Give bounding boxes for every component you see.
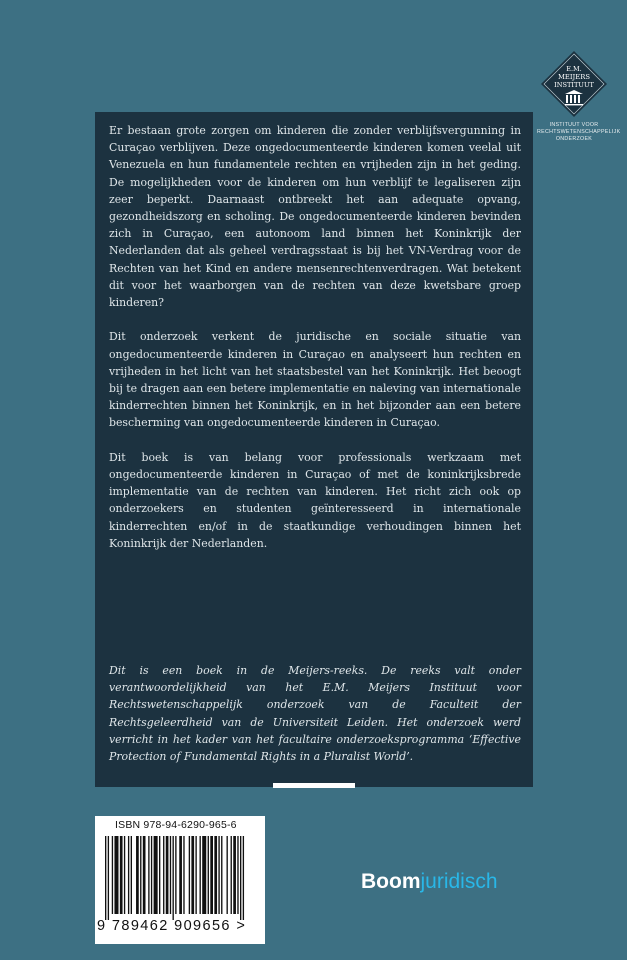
publisher-name-part1: Boom — [361, 870, 421, 893]
blurb-paragraph-1: Er bestaan grote zorgen om kinderen die zonder verblijfsvergunning in Curaçao verblijven. Deze ongedocumenteerde kinderen komen veelal uit Venezuela en hun fundamentele rechten en vrijheden zijn in het geding. De mogelijkheden voor de kinderen om hun verblijf te legaliseren zijn zeer beperkt. Daarnaast ontbreekt het aan adequate opvang, gezondheidszorg en scholing. De ongedocumenteerde kinderen bevinden zich in Curaçao, een autonoom land binnen het Koninkrijk der Nederlanden dat als geheel verdragsstaat is bij het VN-Verdrag voor de Rechten van het Kind en andere mensenrechtenverdragen. Wat betekent dit voor het waarborgen van de rechten van deze kwetsbare groep kinderen? — [109, 124, 521, 310]
publisher-name-part2: juridisch — [420, 870, 498, 893]
barcode-bar — [183, 836, 184, 914]
barcode-bar — [243, 836, 244, 920]
series-note: Dit is een boek in de Meijers-reeks. De reeks valt onder verantwoordelijkheid van het E.M. Meijers Instituut voor Rechtswetenschappelijk onderzoek van de Faculteit der Rechtsgeleerdheid van de Universiteit Leiden. Het onderzoek werd verricht in het kader van het facultaire onderzoeksprogramma ‘Effective Protection of Fundamental Rights in a Pluralist World’. — [109, 664, 521, 764]
barcode-bar — [202, 836, 206, 914]
barcode-bar — [237, 836, 238, 914]
barcode-bar — [120, 836, 123, 914]
barcode-bar — [136, 836, 139, 914]
barcode-bar — [200, 836, 201, 914]
barcode-bar — [210, 836, 213, 914]
barcode-bar — [179, 836, 182, 914]
barcode-bar — [105, 836, 106, 920]
barcode-bar — [170, 836, 171, 914]
barcode-bar — [214, 836, 217, 914]
blurb-paragraph-3: Dit boek is van belang voor professionals werkzaam met ongedocumenteerde kinderen in Curaçao of met de koninkrijksbrede implementatie van de rechten van kinderen. Het richt zich ook op onderzoekers en studenten geïnteresseerd in internationale kinderrechten en/of in de staatkundige verhoudingen binnen het Koninkrijk der Nederlanden. — [109, 450, 521, 550]
barcode-bar — [151, 836, 152, 914]
barcode-bar — [218, 836, 219, 914]
barcode-bar — [124, 836, 125, 914]
barcode-bar — [114, 836, 118, 914]
barcode-bar — [173, 836, 174, 920]
barcode-bar — [208, 836, 209, 914]
barcode-bar — [159, 836, 160, 914]
barcode-bar — [140, 836, 141, 914]
blurb-paragraph-2: Dit onderzoek verkent de juridische en sociale situatie van ongedocumenteerde kinderen in Curaçao en analyseert hun rechten en vrijheden in het licht van het staatsbestel van het Koninkrijk. Het beoogt bij te dragen aan een betere implementatie en naleving van internationale kinderrechten binnen het Koninkrijk, en in het bijzonder aan een betere bescherming van ongedocumenteerde kinderen in Curaçao. — [109, 330, 521, 430]
logo-line1: E.M. — [566, 65, 582, 73]
barcode-bar — [166, 836, 169, 914]
barcode-box — [95, 816, 265, 944]
barcode-bar — [108, 836, 109, 920]
barcode-bar — [227, 836, 228, 914]
barcode-bar — [143, 836, 146, 914]
barcode-bar — [231, 836, 232, 914]
barcode-digits: 9 789462 909656 > — [97, 918, 247, 934]
barcode-bars — [105, 836, 255, 920]
blurb-text — [109, 122, 521, 569]
logo-sub3: ONDERZOEK — [555, 136, 593, 142]
logo-line3: INSTITUUT — [554, 81, 594, 89]
logo-sub2: RECHTSWETENSCHAPPELIJK — [537, 129, 621, 135]
barcode-bar — [195, 836, 196, 914]
barcode-bar — [221, 836, 222, 914]
barcode-bar — [191, 836, 194, 914]
logo-line2: MEIJERS — [557, 73, 591, 81]
publisher-name — [361, 870, 498, 894]
barcode-bar — [189, 836, 190, 914]
barcode-bar — [163, 836, 164, 914]
barcode-bar — [128, 836, 129, 914]
barcode-bar — [131, 836, 132, 914]
meijers-institute-emblem — [540, 50, 608, 118]
panel-tab-divider — [273, 783, 355, 788]
logo-sub1: INSTITUUT VOOR — [549, 122, 599, 128]
barcode-bar — [240, 836, 241, 920]
publisher-logo — [537, 50, 621, 143]
barcode-bar — [175, 836, 176, 914]
barcode-bar — [112, 836, 113, 914]
isbn-label: ISBN 978-94-6290-965-6 — [115, 819, 237, 831]
barcode-bar — [233, 836, 236, 914]
barcode-bar — [148, 836, 149, 914]
logo-subtitle — [537, 122, 621, 143]
barcode-bar — [154, 836, 158, 914]
